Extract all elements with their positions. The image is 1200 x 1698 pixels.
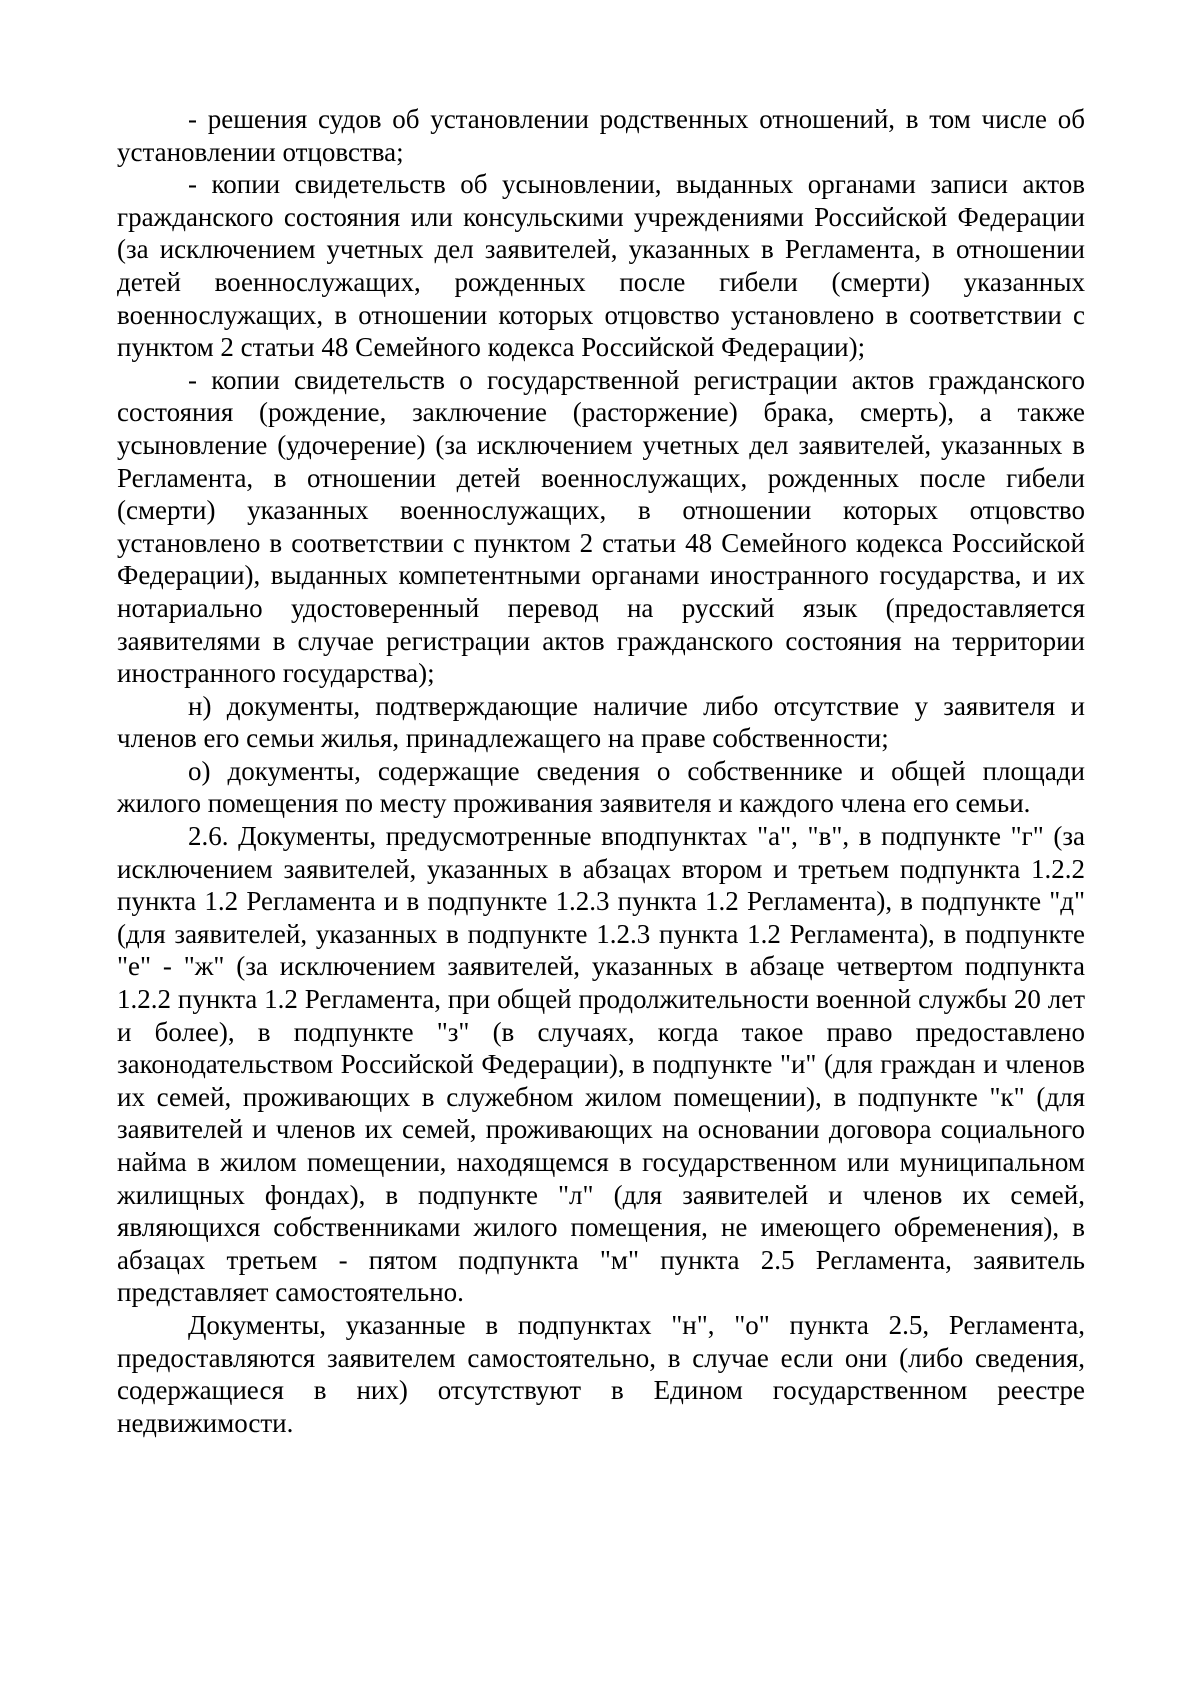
paragraph-documents-n-o: Документы, указанные в подпунктах "н", "о" пункта 2.5, Регламента, предоставляются заявителем самостоятельно, в случае если они (либо сведения, содержащиеся в них) отсутствуют в Едином государственном реестре недвижимости. [117, 1309, 1085, 1438]
paragraph-section-2-6: 2.6. Документы, предусмотренные вподпунктах "а", "в", в подпункте "г" (за исключением заявителей, указанных в абзацах втором и третьем подпункта 1.2.2 пункта 1.2 Регламента и в подпункте 1.2.3 пункта 1.2 Регламента), в подпункте "д" (для заявителей, указанных в подпункте 1.2.3 пункта 1.2 Регламента), в подпункте "е" - "ж" (за исключением заявителей, указанных в абзаце четвертом подпункта 1.2.2 пункта 1.2 Регламента, при общей продолжительности военной службы 20 лет и более), в подпункте "з" (в случаях, когда такое право предоставлено законодательством Российской Федерации), в подпункте "и" (для граждан и членов их семей, проживающих в служебном жилом помещении), в подпункте "к" (для заявителей и членов их семей, проживающих на основании договора социального найма в жилом помещении, находящемся в государственном или муниципальном жилищных фондах), в подпункте "л" (для заявителей и членов их семей, являющихся собственниками жилого помещения, не имеющего обременения), в абзацах третьем - пятом подпункта "м" пункта 2.5 Регламента, заявитель представляет самостоятельно. [117, 821, 1085, 1308]
paragraph-item-n: н) документы, подтверждающие наличие либо отсутствие у заявителя и членов его семьи жилья, принадлежащего на праве собственности; [117, 690, 1085, 754]
paragraph-adoption-certificates: - копии свидетельств об усыновлении, выданных органами записи актов гражданского состояния или консульскими учреждениями Российской Федерации (за исключением учетных дел заявителей, указанных в Регламента, в отношении детей военнослужащих, рожденных после гибели (смерти) указанных военнослужащих, в отношении которых отцовство установлено в соответствии с пунктом 2 статьи 48 Семейного кодекса Российской Федерации); [117, 169, 1085, 363]
paragraph-item-o: о) документы, содержащие сведения о собственнике и общей площади жилого помещения по месту проживания заявителя и каждого члена его семьи. [117, 755, 1085, 819]
paragraph-civil-status-certificates: - копии свидетельств о государственной регистрации актов гражданского состояния (рождение, заключение (расторжение) брака, смерть), а также усыновление (удочерение) (за исключением учетных дел заявителей, указанных в Регламента, в отношении детей военнослужащих, рожденных после гибели (смерти) указанных военнослужащих, в отношении которых отцовство установлено в соответствии с пунктом 2 статьи 48 Семейного кодекса Российской Федерации), выданных компетентными органами иностранного государства, и их нотариально удостоверенный перевод на русский язык (предоставляется заявителями в случае регистрации актов гражданского состояния на территории иностранного государства); [117, 364, 1085, 689]
paragraph-court-decisions: - решения судов об установлении родственных отношений, в том числе об установлении отцовства; [117, 104, 1085, 167]
document-body [117, 103, 1085, 1439]
